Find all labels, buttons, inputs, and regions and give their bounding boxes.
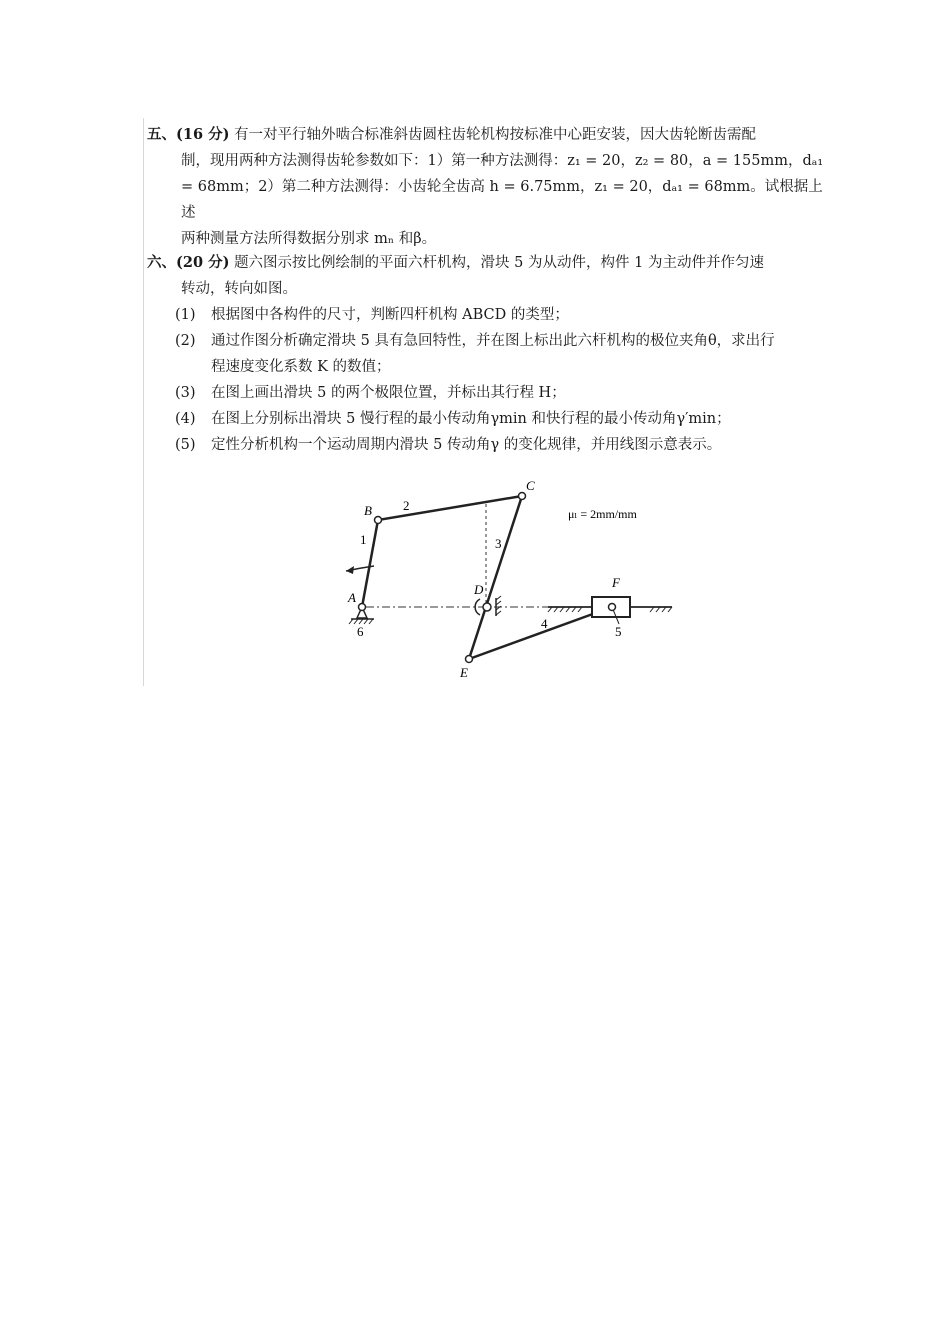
problem-5-text-1: 有一对平行轴外啮合标准斜齿圆柱齿轮机构按标准中心距安装，因大齿轮断齿需配: [234, 127, 757, 143]
label-D: D: [474, 582, 484, 597]
scale-label: μₗ = 2mm/mm: [568, 507, 637, 521]
problem-6-item-1: [147, 302, 827, 328]
problem-6-item-2-cont: [147, 354, 827, 380]
label-E: E: [460, 665, 468, 680]
joint-E: [466, 656, 473, 663]
label-link-1: 1: [360, 532, 367, 547]
problem-6-text-2: 转动，转向如图。: [181, 281, 297, 297]
link-3-rocker: [469, 496, 522, 659]
label-F: F: [612, 575, 620, 590]
label-link-3: 3: [495, 536, 502, 551]
item-text: 通过作图分析确定滑块 5 具有急回特性，并在图上标出此六杆机构的极位夹角θ，求出行: [211, 333, 775, 349]
joint-D: [483, 603, 491, 611]
joint-A: [359, 604, 366, 611]
problem-6-item-5: [147, 432, 827, 458]
link-2-coupler: [378, 496, 522, 520]
problem-5-number: 五、: [147, 127, 176, 143]
item-text-continued: 程速度变化系数 K 的数值；: [211, 359, 391, 375]
problem-5-text-3: = 68mm；2）第二种方法测得：小齿轮全齿高 h = 6.75mm，z₁ = 20，dₐ₁ = 68mm。试根据上述: [181, 179, 823, 221]
joint-C: [519, 493, 526, 500]
scan-edge-line: [143, 118, 144, 686]
joint-B: [375, 517, 382, 524]
label-link-6: 6: [357, 624, 364, 639]
item-label: (4): [175, 411, 196, 427]
label-C: C: [526, 478, 535, 493]
item-text: 定性分析机构一个运动周期内滑块 5 传动角γ 的变化规律，并用线图示意表示。: [211, 437, 722, 453]
problem-5-text-4: 两种测量方法所得数据分别求 mₙ 和β。: [181, 231, 437, 247]
item-label: (2): [175, 333, 196, 349]
label-link-2: 2: [403, 498, 410, 513]
item-text: 根据图中各构件的尺寸，判断四杆机构 ABCD 的类型；: [211, 307, 569, 323]
label-link-5: 5: [615, 624, 622, 639]
label-A: A: [348, 590, 356, 605]
problem-5-line-1: [147, 122, 827, 148]
six-bar-mechanism-figure: [330, 476, 680, 686]
label-B: B: [364, 503, 372, 518]
item-label: (3): [175, 385, 196, 401]
problem-6-item-4: [147, 406, 827, 432]
problem-5-points: (16 分): [176, 126, 230, 143]
item-label: (1): [175, 307, 196, 323]
problem-6: [147, 250, 827, 458]
problem-6-item-3: [147, 380, 827, 406]
problem-5-text-2: 制，现用两种方法测得齿轮参数如下：1）第一种方法测得：z₁ = 20，z₂ = 80，a = 155mm，dₐ₁: [181, 153, 824, 169]
problem-5: [147, 122, 827, 252]
item-text: 在图上画出滑块 5 的两个极限位置，并标出其行程 H；: [211, 385, 566, 401]
item-label: (5): [175, 437, 196, 453]
problem-6-number: 六、: [147, 255, 176, 271]
item-text: 在图上分别标出滑块 5 慢行程的最小传动角γmin 和快行程的最小传动角γ′min；: [211, 411, 731, 427]
problem-6-item-2: [147, 328, 827, 354]
label-link-4: 4: [541, 616, 548, 631]
joint-F: [609, 604, 616, 611]
problem-6-points: (20 分): [176, 254, 230, 271]
link-4-connecting-rod: [469, 607, 612, 659]
problem-6-text-1: 题六图示按比例绘制的平面六杆机构，滑块 5 为从动件，构件 1 为主动件并作匀速: [234, 255, 764, 271]
problem-6-line-1: [147, 250, 827, 276]
